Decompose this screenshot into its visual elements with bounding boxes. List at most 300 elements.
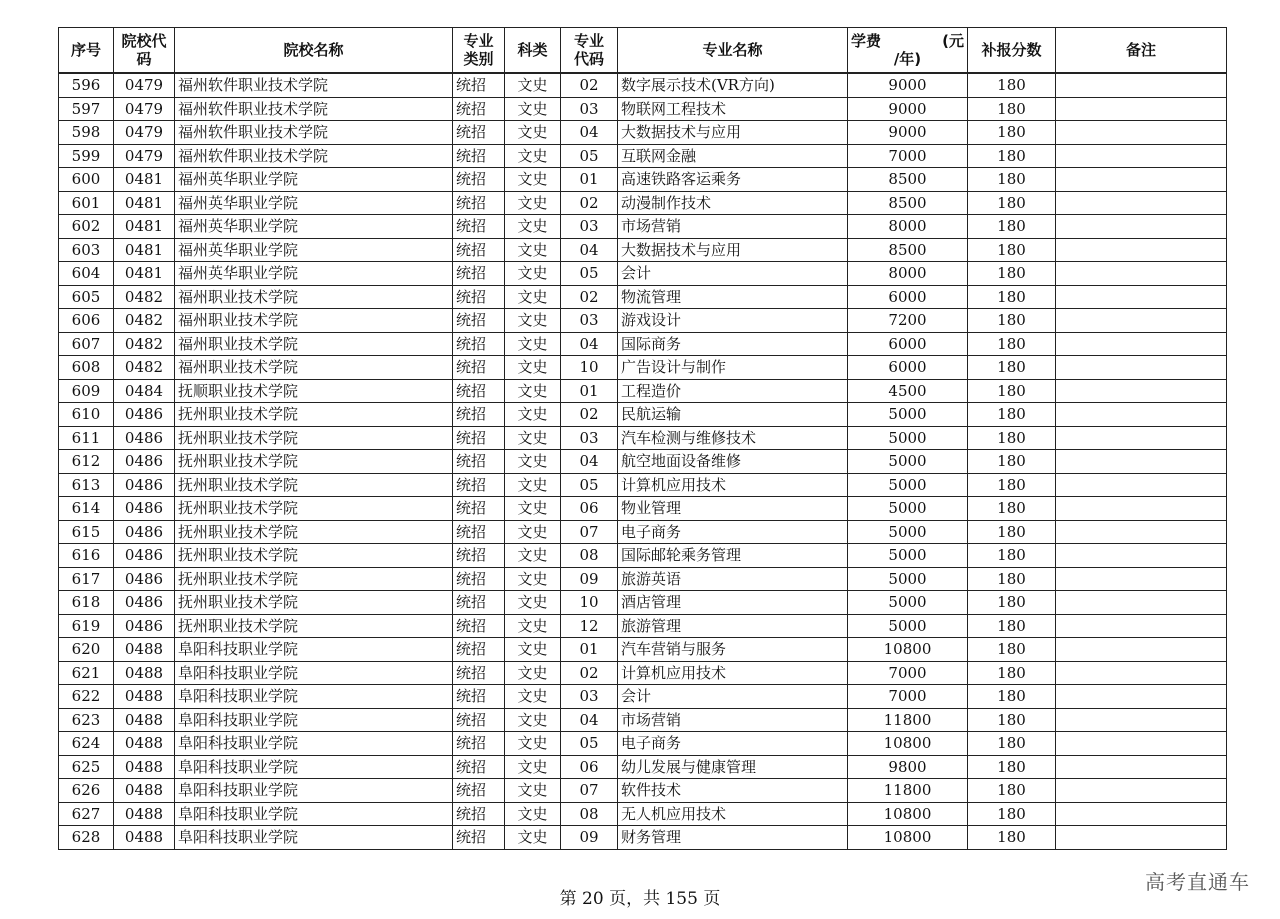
cell-major-name: 酒店管理 bbox=[618, 591, 848, 615]
cell-major-type: 统招 bbox=[453, 332, 505, 356]
cell-school-code: 0486 bbox=[114, 544, 175, 568]
cell-score: 180 bbox=[968, 450, 1056, 474]
table-row bbox=[59, 802, 1227, 826]
cell-major-code: 01 bbox=[561, 638, 618, 662]
table-row bbox=[59, 544, 1227, 568]
cell-school-code: 0479 bbox=[114, 121, 175, 145]
cell-seq: 621 bbox=[59, 661, 114, 685]
cell-remark bbox=[1056, 121, 1227, 145]
cell-school-code: 0488 bbox=[114, 708, 175, 732]
cell-major-name: 物业管理 bbox=[618, 497, 848, 521]
cell-major-name: 广告设计与制作 bbox=[618, 356, 848, 380]
table-row bbox=[59, 168, 1227, 192]
cell-school-name: 福州英华职业学院 bbox=[175, 262, 453, 286]
cell-school-code: 0488 bbox=[114, 638, 175, 662]
cell-seq: 618 bbox=[59, 591, 114, 615]
cell-school-name: 福州软件职业技术学院 bbox=[175, 144, 453, 168]
cell-remark bbox=[1056, 215, 1227, 239]
cell-subject: 文史 bbox=[505, 614, 561, 638]
header-major-code bbox=[561, 28, 618, 74]
cell-school-name: 阜阳科技职业学院 bbox=[175, 826, 453, 850]
cell-score: 180 bbox=[968, 614, 1056, 638]
table-row bbox=[59, 144, 1227, 168]
cell-remark bbox=[1056, 144, 1227, 168]
cell-major-code: 10 bbox=[561, 591, 618, 615]
cell-school-code: 0486 bbox=[114, 403, 175, 427]
cell-subject: 文史 bbox=[505, 544, 561, 568]
cell-major-code: 07 bbox=[561, 779, 618, 803]
cell-tuition: 6000 bbox=[848, 332, 968, 356]
cell-major-name: 旅游管理 bbox=[618, 614, 848, 638]
cell-subject: 文史 bbox=[505, 779, 561, 803]
cell-major-code: 01 bbox=[561, 168, 618, 192]
cell-tuition: 9000 bbox=[848, 73, 968, 97]
cell-major-code: 10 bbox=[561, 356, 618, 380]
cell-major-name: 互联网金融 bbox=[618, 144, 848, 168]
table-row bbox=[59, 403, 1227, 427]
cell-remark bbox=[1056, 826, 1227, 850]
table-row bbox=[59, 732, 1227, 756]
cell-major-type: 统招 bbox=[453, 73, 505, 97]
cell-school-code: 0482 bbox=[114, 285, 175, 309]
table-row bbox=[59, 332, 1227, 356]
table-row bbox=[59, 285, 1227, 309]
cell-school-name: 阜阳科技职业学院 bbox=[175, 708, 453, 732]
cell-tuition: 5000 bbox=[848, 497, 968, 521]
cell-major-name: 会计 bbox=[618, 685, 848, 709]
cell-major-code: 03 bbox=[561, 215, 618, 239]
cell-school-code: 0486 bbox=[114, 591, 175, 615]
cell-school-code: 0481 bbox=[114, 262, 175, 286]
cell-score: 180 bbox=[968, 238, 1056, 262]
cell-seq: 627 bbox=[59, 802, 114, 826]
cell-school-code: 0488 bbox=[114, 802, 175, 826]
cell-tuition: 5000 bbox=[848, 614, 968, 638]
cell-seq: 597 bbox=[59, 97, 114, 121]
header-major-type-line1: 专业 bbox=[463, 32, 494, 50]
cell-tuition: 5000 bbox=[848, 591, 968, 615]
cell-major-name: 动漫制作技术 bbox=[618, 191, 848, 215]
cell-tuition: 5000 bbox=[848, 450, 968, 474]
cell-remark bbox=[1056, 685, 1227, 709]
cell-tuition: 5000 bbox=[848, 520, 968, 544]
cell-school-code: 0488 bbox=[114, 685, 175, 709]
cell-school-name: 抚顺职业技术学院 bbox=[175, 379, 453, 403]
cell-major-type: 统招 bbox=[453, 450, 505, 474]
cell-tuition: 9800 bbox=[848, 755, 968, 779]
table-row bbox=[59, 73, 1227, 97]
cell-remark bbox=[1056, 591, 1227, 615]
cell-score: 180 bbox=[968, 755, 1056, 779]
cell-score: 180 bbox=[968, 73, 1056, 97]
cell-major-name: 汽车检测与维修技术 bbox=[618, 426, 848, 450]
cell-seq: 598 bbox=[59, 121, 114, 145]
cell-remark bbox=[1056, 73, 1227, 97]
cell-score: 180 bbox=[968, 215, 1056, 239]
cell-school-code: 0486 bbox=[114, 450, 175, 474]
cell-school-code: 0488 bbox=[114, 779, 175, 803]
header-remark: 备注 bbox=[1056, 28, 1227, 74]
cell-tuition: 5000 bbox=[848, 426, 968, 450]
cell-school-name: 福州英华职业学院 bbox=[175, 215, 453, 239]
cell-school-name: 福州职业技术学院 bbox=[175, 285, 453, 309]
cell-seq: 628 bbox=[59, 826, 114, 850]
cell-major-name: 计算机应用技术 bbox=[618, 661, 848, 685]
cell-tuition: 8500 bbox=[848, 168, 968, 192]
cell-subject: 文史 bbox=[505, 285, 561, 309]
cell-major-code: 05 bbox=[561, 262, 618, 286]
cell-tuition: 8000 bbox=[848, 262, 968, 286]
cell-major-type: 统招 bbox=[453, 802, 505, 826]
cell-school-code: 0481 bbox=[114, 168, 175, 192]
cell-score: 180 bbox=[968, 144, 1056, 168]
cell-seq: 599 bbox=[59, 144, 114, 168]
cell-major-name: 民航运输 bbox=[618, 403, 848, 427]
cell-major-type: 统招 bbox=[453, 262, 505, 286]
table-row bbox=[59, 191, 1227, 215]
table-row bbox=[59, 262, 1227, 286]
cell-score: 180 bbox=[968, 356, 1056, 380]
cell-score: 180 bbox=[968, 121, 1056, 145]
cell-school-code: 0486 bbox=[114, 473, 175, 497]
cell-major-type: 统招 bbox=[453, 614, 505, 638]
cell-score: 180 bbox=[968, 520, 1056, 544]
cell-score: 180 bbox=[968, 473, 1056, 497]
table-row bbox=[59, 426, 1227, 450]
cell-major-type: 统招 bbox=[453, 779, 505, 803]
cell-major-code: 04 bbox=[561, 450, 618, 474]
cell-subject: 文史 bbox=[505, 638, 561, 662]
cell-tuition: 5000 bbox=[848, 567, 968, 591]
cell-school-code: 0479 bbox=[114, 97, 175, 121]
cell-subject: 文史 bbox=[505, 144, 561, 168]
cell-major-type: 统招 bbox=[453, 191, 505, 215]
cell-major-type: 统招 bbox=[453, 144, 505, 168]
cell-school-code: 0486 bbox=[114, 426, 175, 450]
cell-major-type: 统招 bbox=[453, 97, 505, 121]
cell-remark bbox=[1056, 779, 1227, 803]
cell-school-code: 0488 bbox=[114, 661, 175, 685]
cell-score: 180 bbox=[968, 497, 1056, 521]
cell-major-type: 统招 bbox=[453, 567, 505, 591]
cell-tuition: 7000 bbox=[848, 661, 968, 685]
cell-school-name: 抚州职业技术学院 bbox=[175, 473, 453, 497]
table-row bbox=[59, 614, 1227, 638]
header-tuition bbox=[848, 28, 968, 74]
cell-major-code: 12 bbox=[561, 614, 618, 638]
cell-subject: 文史 bbox=[505, 497, 561, 521]
admission-table bbox=[58, 27, 1227, 850]
cell-major-code: 06 bbox=[561, 755, 618, 779]
cell-subject: 文史 bbox=[505, 755, 561, 779]
header-seq: 序号 bbox=[59, 28, 114, 74]
table-row bbox=[59, 661, 1227, 685]
cell-school-name: 抚州职业技术学院 bbox=[175, 520, 453, 544]
cell-seq: 606 bbox=[59, 309, 114, 333]
header-subject: 科类 bbox=[505, 28, 561, 74]
header-major-name: 专业名称 bbox=[618, 28, 848, 74]
cell-major-type: 统招 bbox=[453, 426, 505, 450]
cell-school-name: 阜阳科技职业学院 bbox=[175, 661, 453, 685]
cell-tuition: 10800 bbox=[848, 638, 968, 662]
cell-score: 180 bbox=[968, 732, 1056, 756]
cell-subject: 文史 bbox=[505, 732, 561, 756]
cell-major-code: 04 bbox=[561, 332, 618, 356]
cell-tuition: 5000 bbox=[848, 403, 968, 427]
cell-subject: 文史 bbox=[505, 168, 561, 192]
cell-subject: 文史 bbox=[505, 238, 561, 262]
cell-major-name: 高速铁路客运乘务 bbox=[618, 168, 848, 192]
cell-major-name: 大数据技术与应用 bbox=[618, 121, 848, 145]
cell-major-type: 统招 bbox=[453, 520, 505, 544]
cell-remark bbox=[1056, 802, 1227, 826]
cell-major-name: 旅游英语 bbox=[618, 567, 848, 591]
cell-major-code: 09 bbox=[561, 826, 618, 850]
cell-subject: 文史 bbox=[505, 379, 561, 403]
cell-seq: 626 bbox=[59, 779, 114, 803]
cell-major-name: 财务管理 bbox=[618, 826, 848, 850]
cell-school-code: 0486 bbox=[114, 567, 175, 591]
header-tuition-label: 学费 bbox=[851, 32, 882, 50]
cell-major-code: 05 bbox=[561, 473, 618, 497]
cell-major-name: 数字展示技术(VR方向) bbox=[618, 73, 848, 97]
cell-tuition: 10800 bbox=[848, 826, 968, 850]
cell-score: 180 bbox=[968, 426, 1056, 450]
cell-major-type: 统招 bbox=[453, 591, 505, 615]
header-tuition-unit-close: /年) bbox=[893, 50, 922, 68]
cell-score: 180 bbox=[968, 567, 1056, 591]
header-major-code-line1: 专业 bbox=[573, 32, 604, 50]
cell-score: 180 bbox=[968, 309, 1056, 333]
cell-major-name: 物联网工程技术 bbox=[618, 97, 848, 121]
cell-remark bbox=[1056, 168, 1227, 192]
cell-score: 180 bbox=[968, 379, 1056, 403]
cell-tuition: 4500 bbox=[848, 379, 968, 403]
cell-remark bbox=[1056, 450, 1227, 474]
cell-score: 180 bbox=[968, 685, 1056, 709]
cell-major-type: 统招 bbox=[453, 661, 505, 685]
cell-major-name: 电子商务 bbox=[618, 520, 848, 544]
cell-major-code: 05 bbox=[561, 732, 618, 756]
cell-subject: 文史 bbox=[505, 121, 561, 145]
header-score: 补报分数 bbox=[968, 28, 1056, 74]
cell-major-name: 国际邮轮乘务管理 bbox=[618, 544, 848, 568]
cell-score: 180 bbox=[968, 661, 1056, 685]
cell-major-code: 04 bbox=[561, 238, 618, 262]
cell-score: 180 bbox=[968, 802, 1056, 826]
cell-subject: 文史 bbox=[505, 309, 561, 333]
cell-seq: 623 bbox=[59, 708, 114, 732]
cell-major-code: 03 bbox=[561, 97, 618, 121]
table-row bbox=[59, 356, 1227, 380]
cell-major-name: 幼儿发展与健康管理 bbox=[618, 755, 848, 779]
cell-remark bbox=[1056, 379, 1227, 403]
table-row bbox=[59, 685, 1227, 709]
cell-subject: 文史 bbox=[505, 661, 561, 685]
cell-subject: 文史 bbox=[505, 356, 561, 380]
cell-school-name: 福州英华职业学院 bbox=[175, 191, 453, 215]
cell-major-type: 统招 bbox=[453, 238, 505, 262]
cell-major-code: 05 bbox=[561, 144, 618, 168]
cell-major-code: 03 bbox=[561, 685, 618, 709]
table-row bbox=[59, 520, 1227, 544]
table-row bbox=[59, 379, 1227, 403]
cell-major-name: 工程造价 bbox=[618, 379, 848, 403]
cell-major-code: 08 bbox=[561, 802, 618, 826]
cell-subject: 文史 bbox=[505, 426, 561, 450]
cell-school-name: 阜阳科技职业学院 bbox=[175, 779, 453, 803]
cell-tuition: 7200 bbox=[848, 309, 968, 333]
cell-subject: 文史 bbox=[505, 450, 561, 474]
cell-subject: 文史 bbox=[505, 473, 561, 497]
cell-seq: 616 bbox=[59, 544, 114, 568]
cell-major-type: 统招 bbox=[453, 403, 505, 427]
table-row bbox=[59, 826, 1227, 850]
table-row bbox=[59, 779, 1227, 803]
cell-major-code: 08 bbox=[561, 544, 618, 568]
cell-school-name: 福州软件职业技术学院 bbox=[175, 73, 453, 97]
table-row bbox=[59, 238, 1227, 262]
cell-major-type: 统招 bbox=[453, 215, 505, 239]
table-row bbox=[59, 638, 1227, 662]
cell-tuition: 10800 bbox=[848, 802, 968, 826]
cell-subject: 文史 bbox=[505, 97, 561, 121]
cell-school-name: 抚州职业技术学院 bbox=[175, 426, 453, 450]
cell-school-code: 0479 bbox=[114, 144, 175, 168]
cell-major-type: 统招 bbox=[453, 732, 505, 756]
cell-seq: 622 bbox=[59, 685, 114, 709]
cell-tuition: 7000 bbox=[848, 685, 968, 709]
cell-major-code: 09 bbox=[561, 567, 618, 591]
cell-tuition: 8500 bbox=[848, 238, 968, 262]
cell-subject: 文史 bbox=[505, 332, 561, 356]
cell-score: 180 bbox=[968, 262, 1056, 286]
cell-school-name: 阜阳科技职业学院 bbox=[175, 802, 453, 826]
cell-school-name: 抚州职业技术学院 bbox=[175, 403, 453, 427]
cell-school-code: 0488 bbox=[114, 732, 175, 756]
table-row bbox=[59, 497, 1227, 521]
cell-score: 180 bbox=[968, 591, 1056, 615]
header-tuition-unit-open: (元 bbox=[942, 32, 964, 50]
cell-major-code: 03 bbox=[561, 309, 618, 333]
header-school-code bbox=[114, 28, 175, 74]
cell-score: 180 bbox=[968, 403, 1056, 427]
cell-major-code: 04 bbox=[561, 121, 618, 145]
cell-school-name: 福州英华职业学院 bbox=[175, 168, 453, 192]
cell-major-code: 02 bbox=[561, 73, 618, 97]
cell-school-name: 福州职业技术学院 bbox=[175, 356, 453, 380]
cell-subject: 文史 bbox=[505, 403, 561, 427]
cell-major-type: 统招 bbox=[453, 473, 505, 497]
cell-seq: 602 bbox=[59, 215, 114, 239]
cell-seq: 610 bbox=[59, 403, 114, 427]
cell-remark bbox=[1056, 732, 1227, 756]
cell-subject: 文史 bbox=[505, 708, 561, 732]
cell-tuition: 7000 bbox=[848, 144, 968, 168]
cell-school-name: 抚州职业技术学院 bbox=[175, 497, 453, 521]
cell-school-name: 抚州职业技术学院 bbox=[175, 450, 453, 474]
cell-seq: 608 bbox=[59, 356, 114, 380]
cell-tuition: 6000 bbox=[848, 356, 968, 380]
cell-seq: 624 bbox=[59, 732, 114, 756]
cell-remark bbox=[1056, 567, 1227, 591]
cell-school-code: 0482 bbox=[114, 356, 175, 380]
cell-major-code: 07 bbox=[561, 520, 618, 544]
cell-score: 180 bbox=[968, 826, 1056, 850]
cell-score: 180 bbox=[968, 779, 1056, 803]
cell-school-name: 阜阳科技职业学院 bbox=[175, 638, 453, 662]
cell-major-code: 02 bbox=[561, 403, 618, 427]
cell-major-name: 游戏设计 bbox=[618, 309, 848, 333]
cell-major-type: 统招 bbox=[453, 309, 505, 333]
cell-subject: 文史 bbox=[505, 215, 561, 239]
cell-school-name: 福州职业技术学院 bbox=[175, 332, 453, 356]
table-row bbox=[59, 450, 1227, 474]
cell-school-name: 福州软件职业技术学院 bbox=[175, 121, 453, 145]
cell-remark bbox=[1056, 238, 1227, 262]
cell-tuition: 11800 bbox=[848, 779, 968, 803]
cell-remark bbox=[1056, 262, 1227, 286]
cell-major-name: 航空地面设备维修 bbox=[618, 450, 848, 474]
cell-seq: 611 bbox=[59, 426, 114, 450]
header-major-type-line2: 类别 bbox=[463, 50, 494, 68]
header-major-type bbox=[453, 28, 505, 74]
cell-major-code: 02 bbox=[561, 191, 618, 215]
table-row bbox=[59, 591, 1227, 615]
cell-major-type: 统招 bbox=[453, 285, 505, 309]
cell-remark bbox=[1056, 332, 1227, 356]
cell-major-type: 统招 bbox=[453, 121, 505, 145]
cell-school-name: 阜阳科技职业学院 bbox=[175, 685, 453, 709]
cell-school-code: 0486 bbox=[114, 520, 175, 544]
cell-remark bbox=[1056, 309, 1227, 333]
cell-score: 180 bbox=[968, 285, 1056, 309]
cell-tuition: 11800 bbox=[848, 708, 968, 732]
cell-score: 180 bbox=[968, 332, 1056, 356]
cell-seq: 617 bbox=[59, 567, 114, 591]
cell-school-code: 0481 bbox=[114, 215, 175, 239]
cell-major-type: 统招 bbox=[453, 826, 505, 850]
cell-major-code: 03 bbox=[561, 426, 618, 450]
cell-major-type: 统招 bbox=[453, 708, 505, 732]
table-body bbox=[59, 73, 1227, 849]
cell-school-name: 福州职业技术学院 bbox=[175, 309, 453, 333]
cell-remark bbox=[1056, 638, 1227, 662]
cell-remark bbox=[1056, 661, 1227, 685]
cell-tuition: 9000 bbox=[848, 121, 968, 145]
cell-seq: 605 bbox=[59, 285, 114, 309]
cell-seq: 604 bbox=[59, 262, 114, 286]
cell-tuition: 5000 bbox=[848, 544, 968, 568]
cell-seq: 603 bbox=[59, 238, 114, 262]
cell-subject: 文史 bbox=[505, 520, 561, 544]
cell-school-code: 0488 bbox=[114, 826, 175, 850]
cell-remark bbox=[1056, 191, 1227, 215]
page-number: 第 20 页，共 155 页 bbox=[559, 889, 721, 909]
cell-remark bbox=[1056, 426, 1227, 450]
cell-subject: 文史 bbox=[505, 802, 561, 826]
cell-seq: 601 bbox=[59, 191, 114, 215]
cell-major-type: 统招 bbox=[453, 755, 505, 779]
cell-school-name: 抚州职业技术学院 bbox=[175, 614, 453, 638]
cell-seq: 614 bbox=[59, 497, 114, 521]
cell-seq: 607 bbox=[59, 332, 114, 356]
table-row bbox=[59, 473, 1227, 497]
cell-school-code: 0482 bbox=[114, 309, 175, 333]
cell-score: 180 bbox=[968, 168, 1056, 192]
cell-school-name: 抚州职业技术学院 bbox=[175, 567, 453, 591]
cell-score: 180 bbox=[968, 544, 1056, 568]
